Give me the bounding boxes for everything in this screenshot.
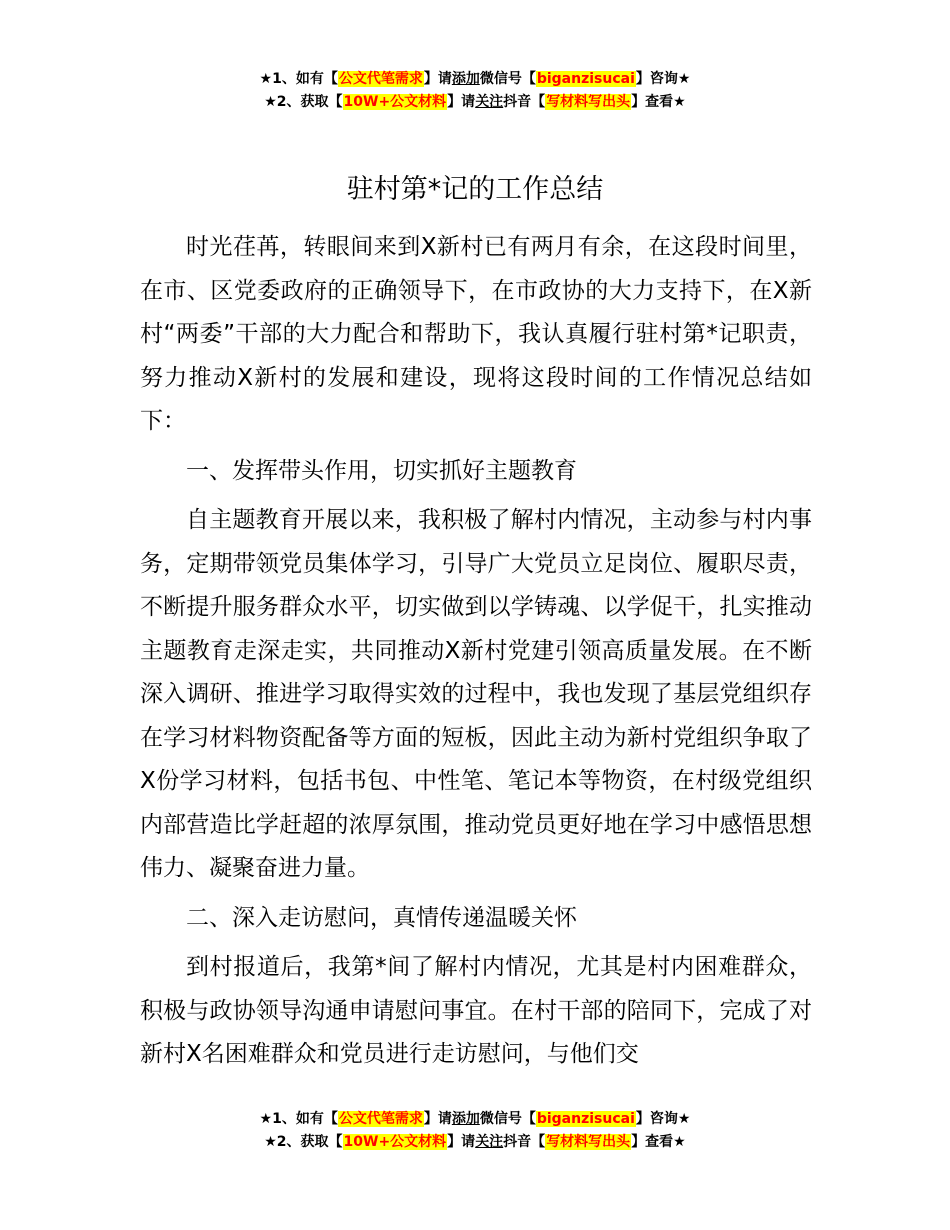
section-heading-1: 一、发挥带头作用，切实抓好主题教育: [186, 457, 577, 484]
banner-highlight: biganzisucai: [536, 71, 635, 87]
banner-line-2: [0, 91, 950, 114]
paragraph-section-2: 到村报道后，我第*间了解村内情况，尤其是村内困难群众，积极与政协领导沟通申请慰问事宜。在村干部的陪同下，完成了对新村X名困难群众和党员进行走访慰问，与他们交: [140, 954, 812, 1067]
section-heading-2: 二、深入走访慰问，真情传递温暖关怀: [186, 904, 577, 931]
banner-text: 】查看★: [631, 94, 686, 110]
banner-text: 】请: [423, 71, 452, 87]
banner-text: 微信号【: [479, 71, 536, 87]
banner-text: 抖音【: [503, 94, 546, 110]
document-body: [140, 226, 812, 1077]
banner-emphasis: 关注: [475, 1134, 504, 1150]
banner-text: 】请: [447, 94, 476, 110]
banner-highlight: 公文代笔需求: [338, 71, 423, 87]
banner-text: 】请: [447, 1134, 476, 1150]
footer-banner: [0, 1108, 950, 1154]
banner-text: ★2、获取【: [264, 1134, 343, 1150]
banner-text: 抖音【: [503, 1134, 546, 1150]
banner-highlight: 写材料写出头: [546, 1134, 631, 1150]
banner-text: 】咨询★: [635, 71, 691, 87]
banner-line-1: [0, 1108, 950, 1131]
banner-text: 】请: [423, 1111, 452, 1127]
banner-text: ★1、如有【: [259, 1111, 338, 1127]
banner-text: 】查看★: [631, 1134, 686, 1150]
header-banner: [0, 68, 950, 114]
banner-line-2: [0, 1131, 950, 1154]
banner-emphasis: 关注: [475, 94, 504, 110]
banner-highlight: 10W+公文材料: [343, 1134, 447, 1150]
banner-highlight: 写材料写出头: [546, 94, 631, 110]
banner-text: ★1、如有【: [259, 71, 338, 87]
document-title: 驻村第*记的工作总结: [346, 174, 604, 205]
banner-text: ★2、获取【: [264, 94, 343, 110]
banner-highlight: biganzisucai: [536, 1111, 635, 1127]
banner-highlight: 10W+公文材料: [343, 94, 447, 110]
banner-text: 微信号【: [479, 1111, 536, 1127]
banner-line-1: [0, 68, 950, 91]
banner-emphasis: 添加: [451, 1111, 480, 1127]
paragraph-intro: 时光荏苒，转眼间来到X新村已有两月有余，在这段时间里，在市、区党委政府的正确领导下，在市政协的大力支持下，在X新村“两委”干部的大力配合和帮助下，我认真履行驻村第*记职责，努力推动X新村的发展和建设，现将这段时间的工作情况总结如下：: [140, 234, 812, 434]
paragraph-section-1: 自主题教育开展以来，我积极了解村内情况，主动参与村内事务，定期带领党员集体学习，引导广大党员立足岗位、履职尽责，不断提升服务群众水平，切实做到以学铸魂、以学促干，扎实推动主题教育走深走实，共同推动X新村党建引领高质量发展。在不断深入调研、推进学习取得实效的过程中，我也发现了基层党组织存在学习材料物资配备等方面的短板，因此主动为新村党组织争取了X份学习材料，包括书包、中性笔、笔记本等物资，在村级党组织内部营造比学赶超的浓厚氛围，推动党员更好地在学习中感悟思想伟力、凝聚奋进力量。: [140, 507, 812, 881]
banner-highlight: 公文代笔需求: [338, 1111, 423, 1127]
banner-text: 】咨询★: [635, 1111, 691, 1127]
banner-emphasis: 添加: [451, 71, 480, 87]
